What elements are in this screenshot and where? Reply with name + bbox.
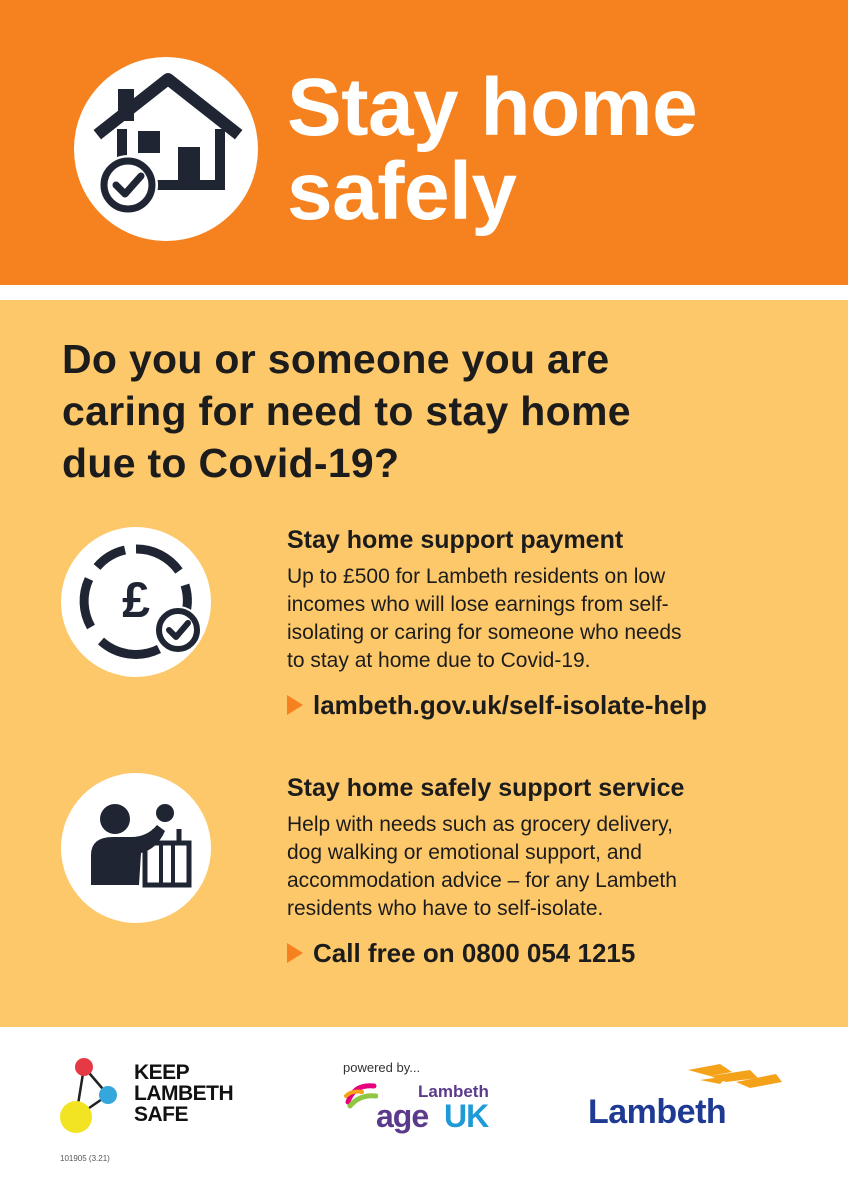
question-line: due to Covid-19? bbox=[62, 440, 400, 486]
body-line: dog walking or emotional support, and bbox=[287, 841, 642, 864]
powered-by-label: powered by... bbox=[343, 1060, 421, 1075]
pound-coin-check-icon bbox=[61, 527, 211, 677]
body-line: to stay at home due to Covid-19. bbox=[287, 649, 591, 672]
call-free-link[interactable] bbox=[287, 937, 807, 969]
body-line: Help with needs such as grocery delivery, bbox=[287, 813, 673, 836]
body-line: isolating or caring for someone who needs bbox=[287, 621, 682, 644]
link-text: Call free on 0800 054 1215 bbox=[313, 938, 636, 968]
body-line: incomes who will lose earnings from self- bbox=[287, 593, 669, 616]
arrow-right-icon bbox=[287, 695, 303, 715]
logo-line: KEEP bbox=[134, 1061, 190, 1084]
age-uk-swirl-icon bbox=[344, 1080, 378, 1110]
section-body bbox=[287, 811, 807, 923]
house-check-icon bbox=[74, 57, 258, 241]
title-line: safely bbox=[287, 146, 517, 237]
age-uk-lambeth-label: Lambeth bbox=[418, 1082, 489, 1101]
section-body bbox=[287, 563, 807, 675]
age-uk-logo-age: age bbox=[376, 1098, 429, 1134]
question-line: Do you or someone you are bbox=[62, 336, 610, 382]
section-heading: Stay home support payment bbox=[287, 526, 624, 554]
lambeth-council-emblem-icon bbox=[680, 1062, 784, 1092]
arrow-right-icon bbox=[287, 943, 303, 963]
logo-line: SAFE bbox=[134, 1103, 189, 1126]
age-uk-logo-uk: UK bbox=[444, 1098, 489, 1134]
support-payment-section bbox=[287, 525, 807, 721]
link-text: lambeth.gov.uk/self-isolate-help bbox=[313, 690, 707, 720]
body-line: residents who have to self-isolate. bbox=[287, 897, 604, 920]
logo-line: LAMBETH bbox=[134, 1082, 234, 1105]
svg-text:£: £ bbox=[122, 572, 150, 628]
page-title bbox=[287, 62, 827, 237]
question-line: caring for need to stay home bbox=[62, 388, 631, 434]
title-line: Stay home bbox=[287, 62, 698, 153]
lambeth-council-logo: Lambeth bbox=[588, 1093, 727, 1131]
keep-lambeth-safe-logo-icon bbox=[56, 1055, 126, 1135]
support-service-section bbox=[287, 773, 807, 969]
body-line: Up to £500 for Lambeth residents on low bbox=[287, 565, 666, 588]
helper-shopping-bag-icon bbox=[61, 773, 211, 923]
section-heading: Stay home safely support service bbox=[287, 774, 685, 802]
keep-lambeth-safe-logo bbox=[134, 1062, 294, 1125]
self-isolate-help-link[interactable] bbox=[287, 689, 807, 721]
question-heading bbox=[62, 333, 822, 489]
reference-code: 101905 (3.21) bbox=[60, 1154, 110, 1163]
body-line: accommodation advice – for any Lambeth bbox=[287, 869, 677, 892]
